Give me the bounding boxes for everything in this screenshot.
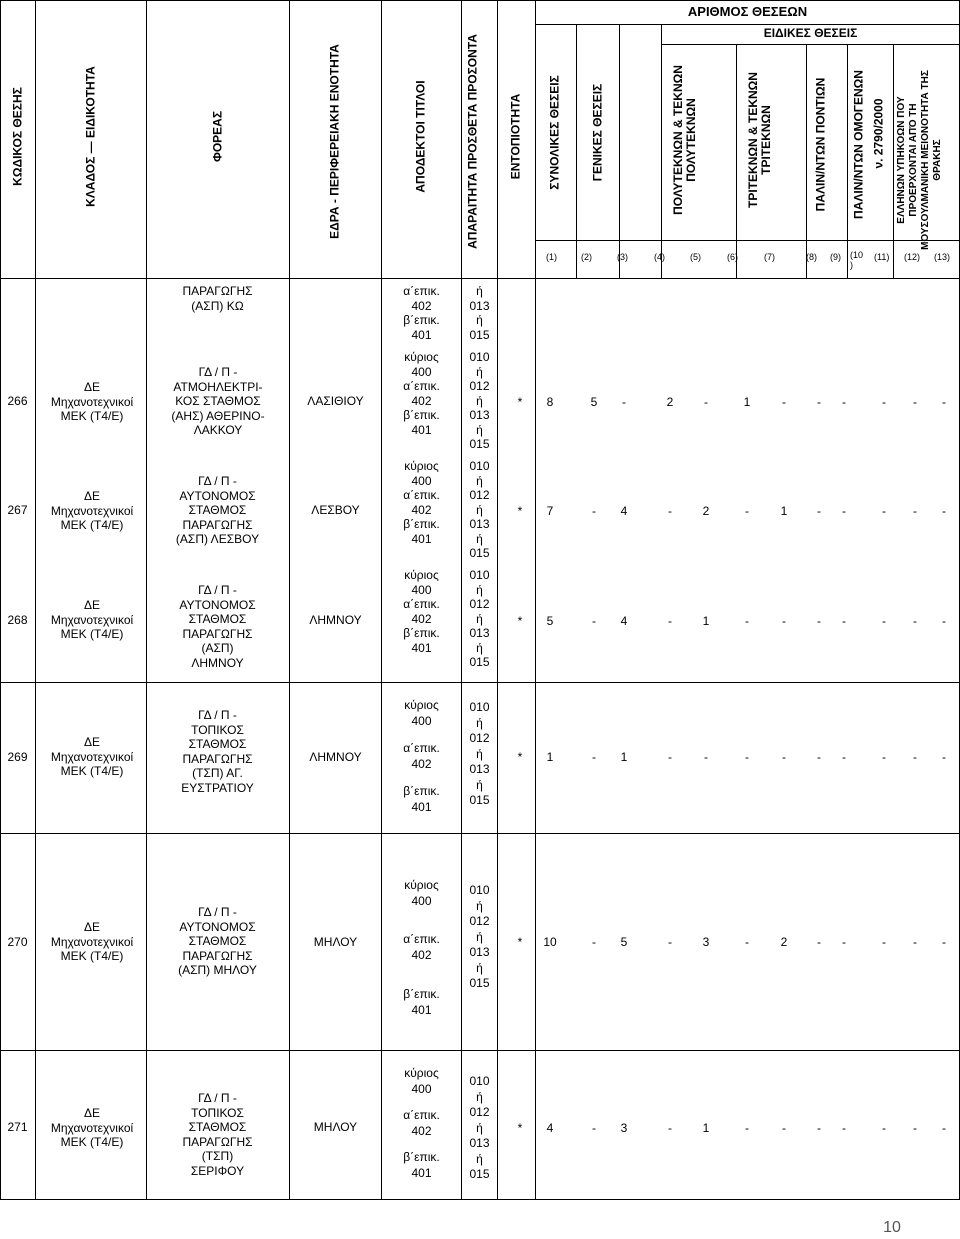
title-code: 400 xyxy=(411,714,432,728)
extra-code: 013 xyxy=(469,626,490,640)
col-number: (1) xyxy=(546,252,557,262)
header-pontic: ΠΑΛΙΝ/ΝΤΩΝ ΠΟΝΤΙΩΝ xyxy=(813,77,828,212)
extra-item: ή xyxy=(476,582,483,597)
header-special-group: ΕΙΔΙΚΕΣ ΘΕΣΕΙΣ xyxy=(763,26,858,40)
extra-item: ή xyxy=(476,715,483,730)
col-number: (13) xyxy=(934,252,951,262)
tally: - xyxy=(942,395,946,409)
row-hq: ΛΗΜΝΟΥ xyxy=(309,613,362,627)
extra-code: 013 xyxy=(469,762,490,776)
tally: - xyxy=(592,750,596,764)
tally: * xyxy=(517,1121,523,1135)
title-code: 402 xyxy=(411,757,432,771)
tally: * xyxy=(517,614,523,628)
title-label: κύριος xyxy=(404,350,439,364)
tally: 3 xyxy=(620,1121,628,1135)
tally: - xyxy=(782,395,786,409)
tally: - xyxy=(668,750,672,764)
row-extra xyxy=(462,568,497,670)
extra-code: 015 xyxy=(469,655,490,669)
row-agency: ΓΔ / Π - ΑΥΤΟΝΟΜΟΣ ΣΤΑΘΜΟΣ ΠΑΡΑΓΩΓΗΣ (ΑΣΠ) ΜΗΛΟΥ xyxy=(178,905,257,977)
tally: 1 xyxy=(546,750,554,764)
col-number: (8) xyxy=(806,252,817,262)
tally: - xyxy=(592,614,596,628)
extra-item: ή xyxy=(476,746,483,761)
tally: - xyxy=(745,504,749,518)
tally: 2 xyxy=(666,395,674,409)
tally: - xyxy=(942,1121,946,1135)
title-label: κύριος xyxy=(404,568,439,582)
title-code: 401 xyxy=(411,1165,432,1180)
extra-item: ή xyxy=(476,960,483,975)
extra-code: 010 xyxy=(469,568,490,582)
tally: - xyxy=(817,504,821,518)
row-agency: ΓΔ / Π - ΤΟΠΙΚΟΣ ΣΤΑΘΜΟΣ ΠΑΡΑΓΩΓΗΣ (ΤΣΠ) ΑΓ. ΕΥΣΤΡΑΤΙΟΥ xyxy=(181,708,254,795)
title-code: 401 xyxy=(411,531,432,546)
col-number: (7) xyxy=(764,252,775,262)
row-hq: ΛΕΣΒΟΥ xyxy=(311,503,360,517)
title-label: κύριος xyxy=(404,878,439,892)
title-code: 402 xyxy=(411,298,432,313)
tally: 4 xyxy=(620,504,628,518)
row-code: 271 xyxy=(7,1120,28,1134)
row-hq: ΜΗΛΟΥ xyxy=(313,1120,358,1134)
title-label: α΄επικ. xyxy=(403,741,440,755)
row-extra xyxy=(462,700,497,809)
row-extra xyxy=(462,883,497,992)
col-number: (5) xyxy=(690,252,701,262)
header-total: ΣΥΝΟΛΙΚΕΣ ΘΕΣΕΙΣ xyxy=(547,75,562,190)
col-number: (4) xyxy=(654,252,665,262)
tally: - xyxy=(913,395,917,409)
tally: 8 xyxy=(546,395,554,409)
extra-code: 013 xyxy=(469,408,490,422)
row-titles xyxy=(382,568,461,655)
tally: 3 xyxy=(702,935,710,949)
extra-code: 015 xyxy=(469,546,490,560)
tally: - xyxy=(817,1121,821,1135)
tally: 2 xyxy=(780,935,788,949)
tally: - xyxy=(913,504,917,518)
title-code: 401 xyxy=(411,640,432,655)
tally: - xyxy=(745,750,749,764)
header-hq: ΕΔΡΑ - ΠΕΡΙΦΕΡΕΙΑΚΗ ΕΝΟΤΗΤΑ xyxy=(327,44,342,239)
extra-code: 015 xyxy=(469,793,490,807)
title-label: α΄επικ. xyxy=(403,488,440,502)
extra-code: 010 xyxy=(469,700,490,714)
tally: - xyxy=(745,1121,749,1135)
extra-code: 010 xyxy=(469,459,490,473)
tally: 5 xyxy=(590,395,598,409)
extra-item: ή xyxy=(476,313,483,327)
title-code: 402 xyxy=(411,948,432,962)
tally: 2 xyxy=(702,504,710,518)
tally: - xyxy=(817,750,821,764)
title-label: α΄επικ. xyxy=(403,379,440,393)
extra-item: ή xyxy=(476,611,483,626)
title-label: β΄επικ. xyxy=(403,408,440,422)
tally: - xyxy=(704,750,708,764)
tally: - xyxy=(842,614,846,628)
extra-code: 012 xyxy=(469,731,490,745)
tally: 1 xyxy=(702,1121,710,1135)
extra-item: ή xyxy=(476,1151,483,1166)
row-code: 270 xyxy=(7,935,28,949)
tally: 1 xyxy=(743,395,751,409)
row-code: 269 xyxy=(7,750,28,764)
tally: - xyxy=(817,935,821,949)
title-code: 400 xyxy=(411,1081,432,1096)
extra-item: ή xyxy=(476,1089,483,1104)
pre-row-extra xyxy=(462,284,497,342)
header-agency: ΦΟΡΕΑΣ xyxy=(210,110,225,163)
row-branch: ΔΕ Μηχανοτεχνικοί ΜΕΚ (Τ4/Ε) xyxy=(50,1106,134,1149)
page-number: 10 xyxy=(883,1219,901,1236)
col-number: (10 ) xyxy=(850,250,864,270)
tally: - xyxy=(668,1121,672,1135)
tally: - xyxy=(882,614,886,628)
row-titles xyxy=(382,877,461,1018)
tally: - xyxy=(592,1121,596,1135)
tally: - xyxy=(942,935,946,949)
row-extra xyxy=(462,350,497,452)
extra-code: 015 xyxy=(469,327,490,342)
extra-item: ή xyxy=(476,1120,483,1135)
title-label: α΄επικ. xyxy=(403,1108,440,1122)
extra-code: 013 xyxy=(469,1136,490,1150)
tally: - xyxy=(668,935,672,949)
tally: - xyxy=(913,1121,917,1135)
extra-item: ή xyxy=(476,898,483,913)
extra-code: 012 xyxy=(469,1105,490,1119)
col-number: (12) xyxy=(904,252,921,262)
row-branch: ΔΕ Μηχανοτεχνικοί ΜΕΚ (Τ4/Ε) xyxy=(50,735,134,778)
row-agency: ΓΔ / Π - ΤΟΠΙΚΟΣ ΣΤΑΘΜΟΣ ΠΑΡΑΓΩΓΗΣ (ΤΣΠ) ΣΕΡΙΦΟΥ xyxy=(182,1091,253,1178)
tally: 7 xyxy=(546,504,554,518)
extra-code: 013 xyxy=(469,517,490,531)
title-code: 402 xyxy=(411,502,432,517)
col-number: (6) xyxy=(727,252,738,262)
tally: - xyxy=(842,750,846,764)
extra-item: ή xyxy=(476,929,483,944)
row-code: 268 xyxy=(7,613,28,627)
tally: - xyxy=(913,614,917,628)
row-agency: ΓΔ / Π - ΑΥΤΟΝΟΜΟΣ ΣΤΑΘΜΟΣ ΠΑΡΑΓΩΓΗΣ (ΑΣΠ) ΛΗΜΝΟΥ xyxy=(179,583,256,670)
tally: - xyxy=(592,935,596,949)
extra-code: 015 xyxy=(469,976,490,990)
tally: 5 xyxy=(620,935,628,949)
title-code: 400 xyxy=(411,364,432,379)
title-code: 400 xyxy=(411,473,432,488)
tally: - xyxy=(842,935,846,949)
row-hq: ΛΑΣΙΘΙΟΥ xyxy=(307,394,364,408)
row-titles xyxy=(382,459,461,546)
title-code: 402 xyxy=(411,1123,432,1138)
extra-item: ή xyxy=(476,502,483,517)
tally: 4 xyxy=(620,614,628,628)
title-label: β΄επικ. xyxy=(403,517,440,531)
tally: 1 xyxy=(702,614,710,628)
tally: - xyxy=(913,935,917,949)
tally: 10 xyxy=(543,935,557,949)
row-code: 266 xyxy=(7,394,28,408)
tally: - xyxy=(782,1121,786,1135)
title-label: β΄επικ. xyxy=(403,987,440,1001)
tally: - xyxy=(592,504,596,518)
tally: - xyxy=(942,504,946,518)
pre-row-titles xyxy=(382,284,461,342)
header-multichild: ΠΟΛΥΤΕΚΝΩΝ & ΤΕΚΝΩΝ ΠΟΛΥΤΕΚΝΩΝ xyxy=(671,65,698,215)
row-code: 267 xyxy=(7,503,28,517)
extra-code: 015 xyxy=(469,1167,490,1181)
header-branch: ΚΛΑΔΟΣ — ΕΙΔΙΚΟΤΗΤΑ xyxy=(83,66,98,207)
tally: - xyxy=(842,504,846,518)
extra-item: ή xyxy=(476,777,483,792)
row-titles xyxy=(382,697,461,815)
tally: - xyxy=(913,750,917,764)
extra-item: ή xyxy=(476,284,483,298)
title-label: α΄επικ. xyxy=(403,284,440,298)
title-label: α΄επικ. xyxy=(403,597,440,611)
row-titles xyxy=(382,1066,461,1181)
tally: - xyxy=(622,395,626,409)
tally: * xyxy=(517,750,523,764)
row-titles xyxy=(382,350,461,437)
extra-code: 012 xyxy=(469,597,490,611)
extra-code: 012 xyxy=(469,914,490,928)
title-label: β΄επικ. xyxy=(403,313,440,327)
row-extra xyxy=(462,459,497,561)
title-code: 401 xyxy=(411,1003,432,1017)
extra-item: ή xyxy=(476,640,483,655)
tally: - xyxy=(882,1121,886,1135)
row-branch: ΔΕ Μηχανοτεχνικοί ΜΕΚ (Τ4/Ε) xyxy=(50,380,134,423)
header-extra: ΑΠΑΡΑΙΤΗΤΑ ΠΡΟΣΘΕΤΑ ΠΡΟΣΟΝΤΑ xyxy=(465,34,480,249)
title-code: 400 xyxy=(411,582,432,597)
header-positions-group: ΑΡΙΘΜΟΣ ΘΕΣΕΩΝ xyxy=(687,4,808,19)
tally: - xyxy=(882,395,886,409)
pre-row-agency: ΠΑΡΑΓΩΓΗΣ (ΑΣΠ) ΚΩ xyxy=(182,284,253,313)
title-label: β΄επικ. xyxy=(403,626,440,640)
tally: 1 xyxy=(620,750,628,764)
tally: - xyxy=(817,614,821,628)
row-branch: ΔΕ Μηχανοτεχνικοί ΜΕΚ (Τ4/Ε) xyxy=(50,920,134,963)
tally: * xyxy=(517,935,523,949)
tally: - xyxy=(842,395,846,409)
title-label: κύριος xyxy=(404,698,439,712)
tally: - xyxy=(782,750,786,764)
extra-code: 012 xyxy=(469,488,490,502)
tally: - xyxy=(942,750,946,764)
extra-item: ή xyxy=(476,364,483,379)
tally: - xyxy=(745,614,749,628)
row-hq: ΜΗΛΟΥ xyxy=(313,935,358,949)
row-extra xyxy=(462,1074,497,1183)
title-label: β΄επικ. xyxy=(403,784,440,798)
extra-item: ή xyxy=(476,393,483,408)
tally: - xyxy=(745,935,749,949)
title-code: 401 xyxy=(411,327,432,342)
title-code: 401 xyxy=(411,800,432,814)
tally: - xyxy=(704,395,708,409)
title-code: 402 xyxy=(411,393,432,408)
tally: - xyxy=(668,504,672,518)
header-law: ν. 2790/2000 xyxy=(871,98,886,169)
extra-code: 013 xyxy=(469,945,490,959)
extra-item: ή xyxy=(476,422,483,437)
header-code: ΚΩΔΙΚΟΣ ΘΕΣΗΣ xyxy=(10,87,25,186)
title-label: α΄επικ. xyxy=(403,932,440,946)
tally: - xyxy=(882,504,886,518)
extra-code: 010 xyxy=(469,1074,490,1088)
tally: - xyxy=(668,614,672,628)
tally: * xyxy=(517,504,523,518)
col-number: (9) xyxy=(830,252,841,262)
title-label: κύριος xyxy=(404,459,439,473)
header-thrace: ΕΛΛΗΝΩΝ ΥΠΗΚΟΩΝ ΠΟΥ ΠΡΟΕΡΧΟΝΤΑΙ ΑΠΌ ΤΗ ΜΟΥΣΟΥΛΜΑΝΙΚΗ ΜΕΙΟΝΟΤΗΤΑ ΤΗΣ ΘΡΑΚΗΣ xyxy=(896,70,943,250)
tally: - xyxy=(882,750,886,764)
extra-code: 010 xyxy=(469,350,490,364)
tally: - xyxy=(842,1121,846,1135)
title-code: 401 xyxy=(411,422,432,437)
col-number: (3) xyxy=(617,252,628,262)
row-hq: ΛΗΜΝΟΥ xyxy=(309,750,362,764)
header-threechild: ΤΡΙΤΕΚΝΩΝ & ΤΕΚΝΩΝ ΤΡΙΤΕΚΝΩΝ xyxy=(746,72,773,208)
title-code: 402 xyxy=(411,611,432,626)
header-locality: ΕΝΤΟΠΙΟΤΗΤΑ xyxy=(508,93,523,180)
title-label: κύριος xyxy=(404,1066,439,1080)
row-agency: ΓΔ / Π - ΑΤΜΟΗΛΕΚΤΡΙ-ΚΟΣ ΣΤΑΘΜΟΣ (ΑΗΣ) ΑΘΕΡΙΝΟ-ΛΑΚΚΟΥ xyxy=(171,365,265,437)
tally: 1 xyxy=(780,504,788,518)
col-number: (11) xyxy=(874,252,890,262)
row-branch: ΔΕ Μηχανοτεχνικοί ΜΕΚ (Τ4/Ε) xyxy=(50,598,134,641)
extra-code: 013 xyxy=(469,298,490,313)
tally: - xyxy=(817,395,821,409)
tally: * xyxy=(517,395,523,409)
row-agency: ΓΔ / Π - ΑΥΤΟΝΟΜΟΣ ΣΤΑΘΜΟΣ ΠΑΡΑΓΩΓΗΣ (ΑΣΠ) ΛΕΣΒΟΥ xyxy=(175,474,260,546)
row-branch: ΔΕ Μηχανοτεχνικοί ΜΕΚ (Τ4/Ε) xyxy=(50,489,134,532)
tally: - xyxy=(942,614,946,628)
header-homogenes: ΠΑΛΙΝ/ΝΤΩΝ ΟΜΟΓΕΝΩΝ xyxy=(851,70,866,219)
title-label: β΄επικ. xyxy=(403,1150,440,1164)
tally: - xyxy=(782,614,786,628)
tally: 5 xyxy=(546,614,554,628)
extra-item: ή xyxy=(476,531,483,546)
col-number: (2) xyxy=(581,252,592,262)
header-titles: ΑΠΟΔΕΚΤΟΙ ΤΙΤΛΟΙ xyxy=(413,80,428,193)
tally: - xyxy=(882,935,886,949)
extra-code: 012 xyxy=(469,379,490,393)
extra-code: 015 xyxy=(469,437,490,451)
header-general: ΓΕΝΙΚΕΣ ΘΕΣΕΙΣ xyxy=(590,83,605,182)
extra-code: 010 xyxy=(469,883,490,897)
title-code: 400 xyxy=(411,894,432,908)
tally: 4 xyxy=(546,1121,554,1135)
extra-item: ή xyxy=(476,473,483,488)
